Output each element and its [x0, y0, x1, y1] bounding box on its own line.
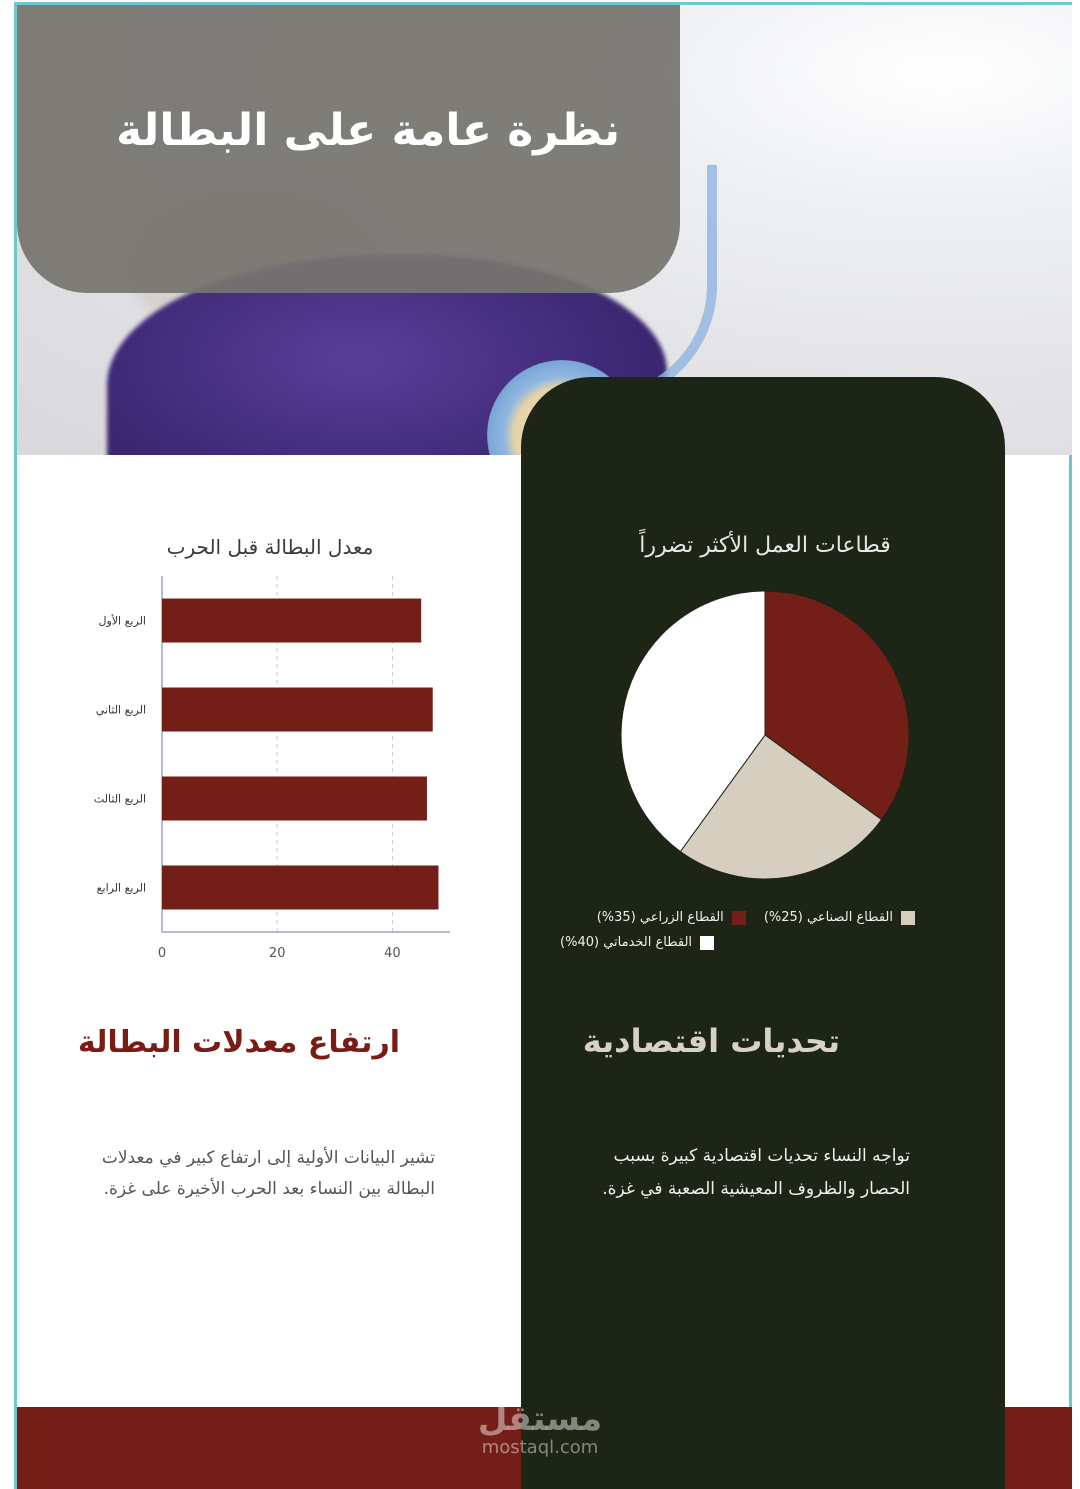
legend-row: [560, 935, 915, 950]
title-box: [17, 5, 680, 293]
bar: [162, 866, 438, 910]
legend-label-agricultural: القطاع الزراعي (35%): [596, 910, 724, 925]
watermark-site: mostaql.com: [481, 1437, 599, 1458]
bar: [162, 599, 421, 643]
legend-item-agricultural: [597, 910, 746, 925]
pie-chart: [605, 575, 925, 895]
x-tick-label: 20: [268, 946, 286, 961]
y-tick-label: الربع الثاني: [95, 703, 146, 717]
bar-chart-title: معدل البطالة قبل الحرب: [166, 535, 374, 559]
x-tick-label: 40: [384, 946, 401, 961]
y-tick-label: الربع الثالث: [93, 792, 146, 806]
unemployment-text: تشير البيانات الأولية إلى ارتفاع كبير في معدلات البطالة بين النساء بعد الحرب الأخيرة على غزة.: [101, 1148, 435, 1199]
y-tick-label: الربع الأول: [98, 614, 146, 628]
legend-swatch-services: [700, 936, 714, 950]
bar: [162, 777, 427, 821]
legend-item-services: [560, 935, 714, 950]
pie-legend: [560, 910, 920, 960]
footer-bar-left: [17, 1407, 521, 1489]
bar-chart: [60, 570, 480, 980]
page-title: نظرة عامة على البطالة: [116, 105, 620, 156]
economic-heading: تحديات اقتصادية: [582, 1022, 840, 1060]
unemployment-heading: ارتفاع معدلات البطالة: [77, 1025, 400, 1060]
y-tick-label: الربع الرابع: [96, 881, 146, 895]
legend-swatch-industrial: [901, 911, 915, 925]
legend-row: [560, 910, 915, 925]
x-tick-label: 0: [157, 946, 167, 961]
pie-chart-title: قطاعات العمل الأكثر تضرراً: [639, 533, 891, 558]
legend-label-industrial: القطاع الصناعي (25%): [763, 910, 893, 925]
legend-label-services: القطاع الخدماتي (40%): [560, 935, 693, 950]
bar: [162, 688, 433, 732]
watermark: [470, 1400, 610, 1458]
watermark-logo: مستقل: [477, 1399, 603, 1439]
economic-text: تواجه النساء تحديات اقتصادية كبيرة بسبب الحصار والظروف المعيشية الصعبة في غزة.: [602, 1146, 910, 1199]
legend-item-industrial: [764, 910, 915, 925]
legend-swatch-agricultural: [732, 911, 746, 925]
footer-bar-right: [1005, 1407, 1072, 1489]
